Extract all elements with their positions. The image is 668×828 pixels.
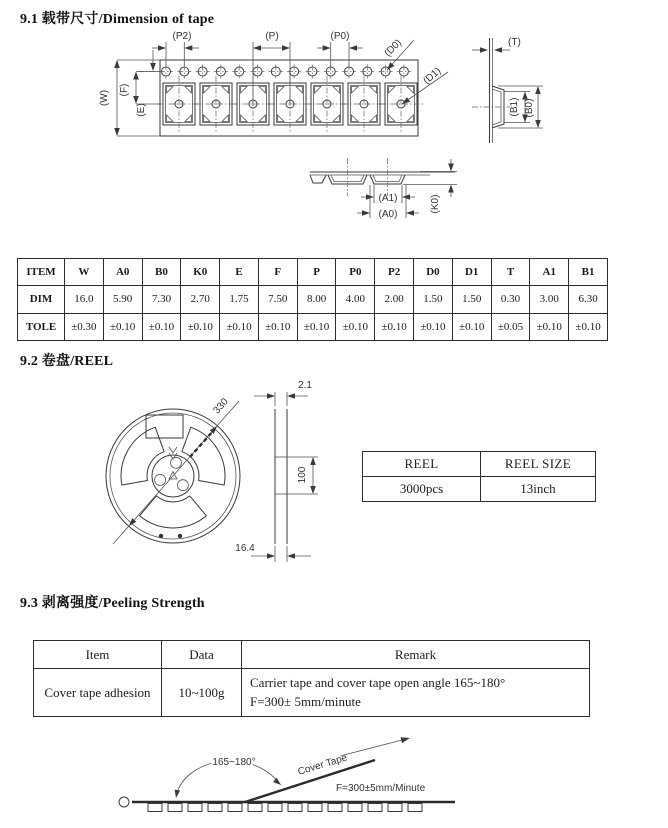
cover-tape-peel (173, 735, 425, 802)
col-header: B1 (569, 259, 608, 286)
tape-dimension-drawing (10, 28, 658, 252)
label-reel-width: 16.4 (235, 543, 255, 554)
table-cell: 2.00 (375, 286, 414, 313)
table-cell: 2.70 (181, 286, 220, 313)
table-row (363, 452, 596, 477)
label-peel-speed: F=300±5mm/Minute (336, 783, 426, 794)
table-cell: ±0.10 (336, 313, 375, 340)
section-9-2-heading: 9.2 卷盘/REEL (20, 354, 114, 369)
label-p2: (P2) (172, 31, 192, 42)
table-cell: ±0.10 (297, 313, 336, 340)
table-cell (242, 669, 590, 717)
table-cell: ±0.10 (142, 313, 181, 340)
col-header: REEL (363, 452, 481, 477)
col-header: P0 (336, 259, 375, 286)
tape-side-section (472, 37, 543, 143)
table-cell: 5.90 (103, 286, 142, 313)
label-d0: (D0) (382, 37, 404, 59)
label-t: (T) (508, 37, 521, 48)
table-cell: 3.00 (530, 286, 569, 313)
table-row (363, 477, 596, 502)
col-header: T (491, 259, 530, 286)
dim-d0 (382, 37, 414, 71)
table-cell: 10~100g (162, 669, 242, 717)
reel-table (362, 451, 596, 502)
row-header: DIM (18, 286, 65, 313)
label-k0: (K0) (430, 194, 441, 214)
table-cell: ±0.10 (181, 313, 220, 340)
row-header: TOLE (18, 313, 65, 340)
label-reel-diameter: 330 (211, 396, 231, 417)
dim-p (253, 31, 290, 106)
section-9-1-heading: 9.1 载带尺寸/Dimension of tape (20, 12, 215, 27)
table-cell: ±0.10 (452, 313, 491, 340)
table-cell: ±0.30 (65, 313, 104, 340)
table-cell: 1.50 (452, 286, 491, 313)
peeling-diagram (10, 726, 658, 828)
table-row (18, 286, 608, 313)
label-peel-angle: 165~180° (212, 757, 256, 768)
table-row (34, 641, 590, 669)
table-cell: ±0.10 (258, 313, 297, 340)
table-cell: 1.75 (220, 286, 259, 313)
col-header: REEL SIZE (481, 452, 596, 477)
col-header: Remark (242, 641, 590, 669)
table-cell: 7.30 (142, 286, 181, 313)
table-cell: ±0.10 (414, 313, 453, 340)
table-cell: 8.00 (297, 286, 336, 313)
label-reel-hub: 100 (297, 466, 308, 484)
table-cell: 4.00 (336, 286, 375, 313)
label-d1: (D1) (421, 65, 444, 87)
label-p0: (P0) (330, 31, 350, 42)
table-row (18, 313, 608, 340)
table-cell: 6.30 (569, 286, 608, 313)
table-cell: ±0.10 (530, 313, 569, 340)
col-header: D1 (452, 259, 491, 286)
table-row (34, 669, 590, 717)
label-reel-thickness: 2.1 (298, 380, 312, 391)
remark-line: Carrier tape and cover tape open angle 165~180° (250, 674, 506, 690)
table-cell: ±0.10 (103, 313, 142, 340)
dim-f (119, 72, 162, 105)
table-cell: 0.30 (491, 286, 530, 313)
table-cell: Cover tape adhesion (34, 669, 162, 717)
table-cell: ±0.05 (491, 313, 530, 340)
label-p: (P) (265, 31, 279, 42)
label-b0: (B0) (524, 98, 535, 118)
label-a0: (A0) (378, 209, 398, 220)
reel-front-view (106, 396, 240, 544)
label-e: (E) (136, 103, 147, 117)
table-cell: 13inch (481, 477, 596, 502)
reel-label-window (146, 415, 183, 438)
table-cell: ±0.10 (569, 313, 608, 340)
label-w: (W) (99, 89, 110, 107)
dim-d1 (400, 66, 448, 107)
label-a1: (A1) (378, 193, 398, 204)
section-9-3-heading: 9.3 剥离强度/Peeling Strength (20, 596, 205, 611)
remark-line: F=300± 5mm/minute (250, 693, 361, 709)
tape-dimension-table (17, 258, 608, 341)
col-header: ITEM (18, 259, 65, 286)
label-b1: (B1) (509, 97, 520, 117)
col-header: P (297, 259, 336, 286)
table-row (18, 259, 608, 286)
table-cell: 16.0 (65, 286, 104, 313)
carrier-tape (119, 797, 455, 812)
col-header: F (258, 259, 297, 286)
label-cover-tape: Cover Tape (296, 752, 349, 778)
peeling-strength-table (33, 640, 590, 717)
col-header: Item (34, 641, 162, 669)
col-header: D0 (414, 259, 453, 286)
col-header: A0 (103, 259, 142, 286)
table-cell: ±0.10 (220, 313, 259, 340)
dim-p0 (317, 31, 363, 66)
col-header: K0 (181, 259, 220, 286)
table-cell: 3000pcs (363, 477, 481, 502)
table-cell: 7.50 (258, 286, 297, 313)
table-cell: 1.50 (414, 286, 453, 313)
dim-p2 (152, 31, 199, 66)
reel-side-view (235, 380, 318, 562)
label-f: (F) (119, 83, 130, 97)
table-cell: ±0.10 (375, 313, 414, 340)
sprocket-holes (159, 65, 411, 79)
col-header: P2 (375, 259, 414, 286)
col-header: B0 (142, 259, 181, 286)
tape-length-section (310, 158, 457, 220)
col-header: A1 (530, 259, 569, 286)
col-header: Data (162, 641, 242, 669)
col-header: W (65, 259, 104, 286)
col-header: E (220, 259, 259, 286)
